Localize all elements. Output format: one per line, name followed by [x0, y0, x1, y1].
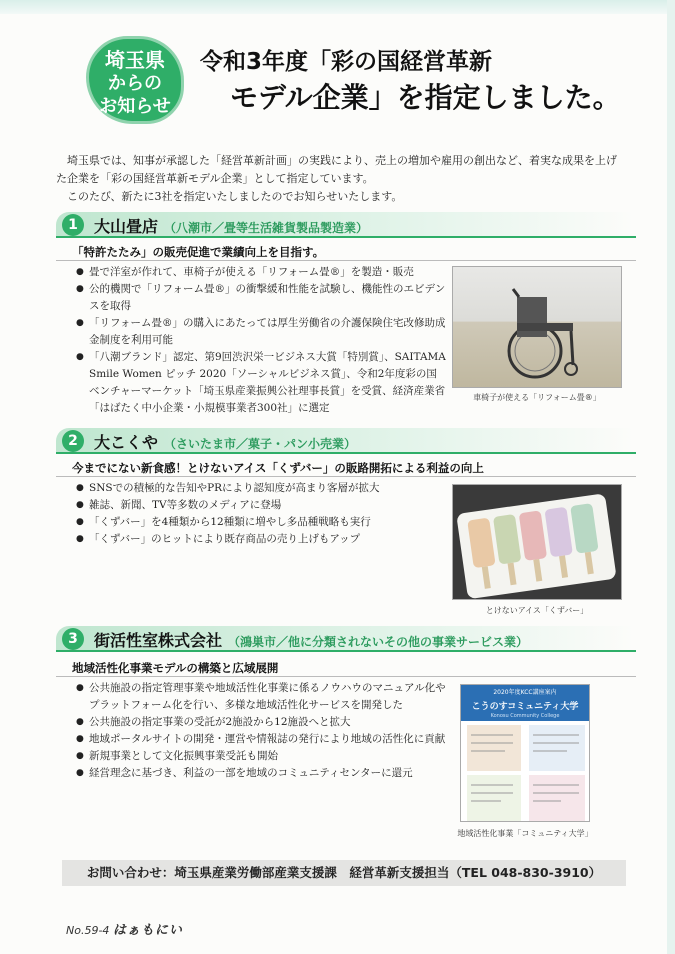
list-item: ● 「八潮ブランド」認定、第9回渋沢栄一ビジネス大賞「特別賞」、SAITAMA Smile Women ピッチ 2020「ソーシャルビジネス賞」、令和2年度彩の国ベンチャーマーケット「埼玉県産業振興公社理事長賞」を受賞、経済産業省「はばたく中小企業・小規模事業者300社」に選定 — [76, 349, 446, 417]
list-item: ● 公共施設の指定事業の受託が2施設から12施設へと拡大 — [76, 714, 446, 731]
company-industry: （八潮市／畳等生活雑貨製品製造業） — [164, 221, 369, 235]
section-1-header — [56, 212, 636, 238]
section-2-tagline: 今までにない新食感！とけないアイス「くずバー」の販路開拓による利益の向上 — [72, 461, 484, 475]
photo-caption: 車椅子が使える「リフォーム畳®」 — [473, 393, 601, 402]
company-industry: （鴻巣市／他に分類されないその他の事業サービス業） — [228, 635, 529, 649]
badge-line-1: 埼玉県 — [105, 48, 165, 72]
footer — [66, 919, 183, 938]
right-band — [667, 0, 675, 954]
issue-number: No.59-4 — [66, 924, 110, 937]
list-item: ● 「くずバー」のヒットにより既存商品の売り上げもアップ — [76, 531, 446, 548]
poster-schedule-graphic — [461, 721, 590, 822]
poster-title: こうのすコミュニティ大学 — [461, 698, 589, 713]
top-band — [0, 0, 675, 14]
list-item: ● 地域ポータルサイトの開発・運営や情報誌の発行により地域の活性化に貢献 — [76, 731, 446, 748]
contact-info: お問い合わせ：埼玉県産業労働部産業支援課 経営革新支援担当（TEL 048-830-3910） — [62, 860, 626, 886]
photo-caption: とけないアイス「くずバー」 — [485, 606, 589, 615]
section-3-bullets — [76, 680, 446, 782]
divider — [56, 260, 636, 261]
poster-top-text: 2020年度KCC講座案内 — [461, 685, 589, 698]
community-college-poster — [460, 684, 590, 822]
section-1-tagline: 「特許たたみ」の販売促進で業績向上を目指す。 — [72, 245, 325, 259]
intro — [56, 152, 626, 206]
section-3-header — [56, 626, 636, 652]
intro-paragraph-1: 埼玉県では、知事が承認した「経営革新計画」の実践により、売上の増加や雇用の創出など、着実な成果を上げた企業を「彩の国経営革新モデル企業」として指定しています。 — [56, 154, 617, 185]
intro-paragraph-2: このたび、新たに3社を指定いたしましたのでお知らせいたします。 — [67, 190, 403, 203]
badge-line-2: からの — [108, 73, 162, 94]
prefecture-badge — [86, 36, 184, 124]
badge-line-3: お知らせ — [99, 96, 171, 117]
list-item: ● 公的機関で「リフォーム畳®」の衝撃緩和性能を試験し、機能性のエビデンスを取得 — [76, 281, 446, 315]
title-line-1: 令和3年度「彩の国経営革新 — [200, 49, 493, 75]
company-name: 大こくや — [94, 433, 159, 452]
divider — [56, 476, 636, 477]
section-3-tagline: 地域活性化事業モデルの構築と広域展開 — [72, 661, 279, 675]
company-name: 大山畳店 — [94, 217, 159, 236]
company-industry: （さいたま市／菓子・パン小売業） — [164, 437, 357, 451]
section-1-bullets — [76, 264, 446, 417]
company-name: 街活性室株式会社 — [94, 631, 223, 650]
list-item: ● 畳で洋室が作れて、車椅子が使える「リフォーム畳®」を製造・販売 — [76, 264, 446, 281]
divider — [56, 676, 636, 677]
list-item: ● 公共施設の指定管理事業や地域活性化事業に係るノウハウのマニュアル化やプラットフォーム化を行い、多様な地域活性化サービスを開発した — [76, 680, 446, 714]
magazine-brand: はぁもにい — [112, 923, 183, 938]
ice-bar-icon — [453, 485, 622, 600]
section-number: 3 — [62, 628, 84, 650]
list-item: ● 新規事業として文化振興事業受託も開始 — [76, 748, 446, 765]
poster-subtitle: Konosu Community College — [461, 713, 589, 721]
list-item: ● 雑誌、新聞、TV等多数のメディアに登場 — [76, 497, 446, 514]
title-line-2: モデル企業」を指定しました。 — [230, 81, 621, 114]
list-item: ● 経営理念に基づき、利益の一部を地域のコミュニティセンターに還元 — [76, 765, 446, 782]
section-number: 1 — [62, 214, 84, 236]
list-item: ● 「リフォーム畳®」の購入にあたっては厚生労働省の介護保険住宅改修助成金制度を利用可能 — [76, 315, 446, 349]
ice-bar-photo — [452, 484, 622, 600]
section-number: 2 — [62, 430, 84, 452]
photo-caption: 地域活性化事業「コミュニティ大学」 — [457, 829, 593, 838]
wheelchair-photo — [452, 266, 622, 388]
page-title — [200, 44, 621, 116]
section-2-bullets — [76, 480, 446, 548]
list-item: ● SNSでの積極的な告知やPRにより認知度が高まり客層が拡大 — [76, 480, 446, 497]
section-2-header — [56, 428, 636, 454]
wheelchair-icon — [453, 267, 622, 388]
list-item: ● 「くずバー」を4種類から12種類に増やし多品種戦略も実行 — [76, 514, 446, 531]
